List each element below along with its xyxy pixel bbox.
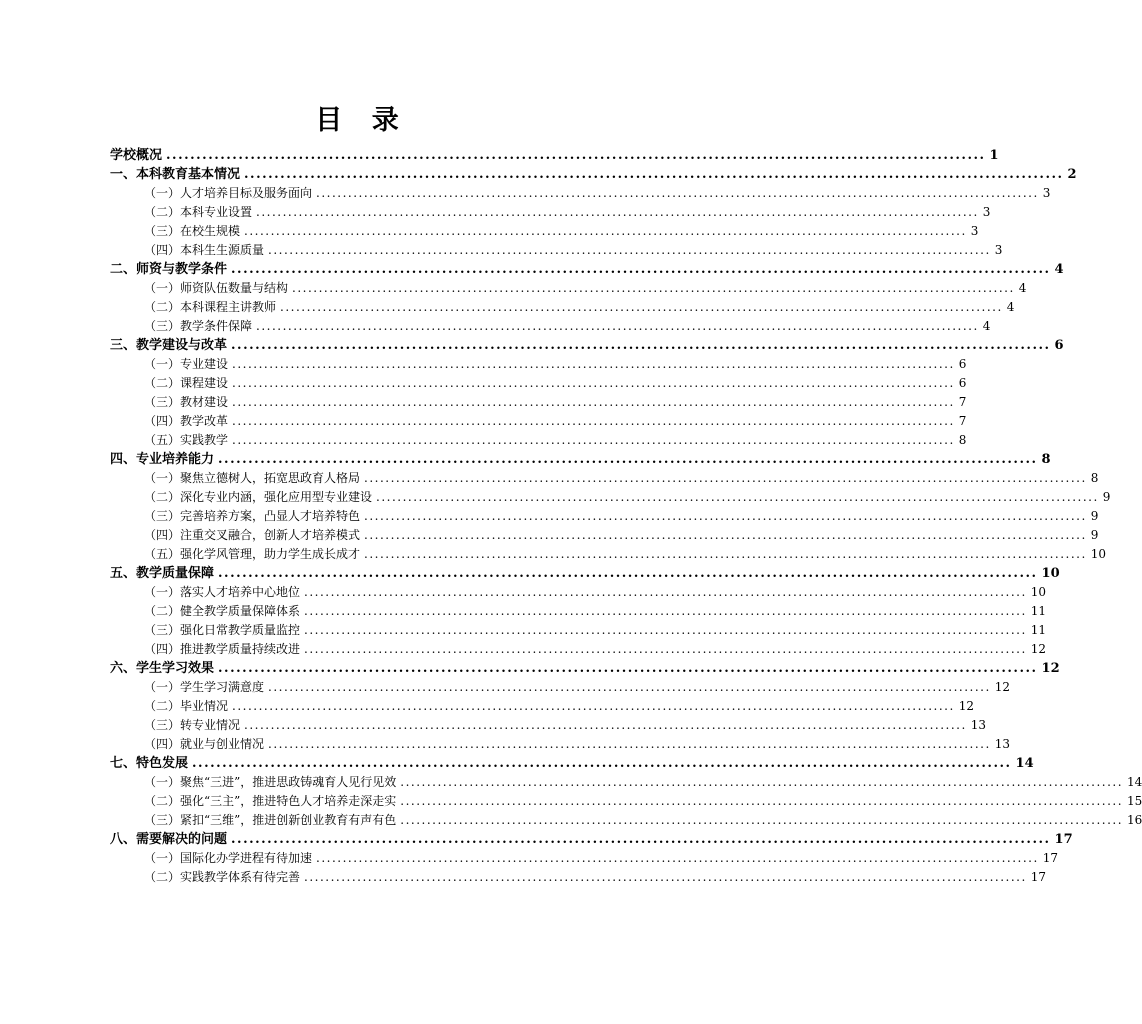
toc-section-entry[interactable] bbox=[110, 773, 1142, 792]
toc-section-entry[interactable] bbox=[110, 526, 1099, 545]
toc-entry-label: （一）落实人才培养中心地位 bbox=[144, 585, 301, 599]
toc-dot-leader: ........................................................................................................................................ bbox=[364, 509, 1087, 523]
toc-chapter-entry[interactable] bbox=[110, 336, 1064, 355]
toc-section-entry[interactable] bbox=[110, 792, 1142, 811]
toc-section-entry[interactable] bbox=[110, 697, 975, 716]
toc-entry-label: 六、学生学习效果 bbox=[110, 661, 215, 676]
toc-dot-leader: ........................................................................................................................................ bbox=[232, 395, 955, 409]
toc-entry-label: （二）本科课程主讲教师 bbox=[144, 300, 277, 314]
toc-dot-leader: ........................................................................................................................................ bbox=[244, 167, 1064, 182]
toc-dot-leader: ........................................................................................................................................ bbox=[256, 319, 979, 333]
toc-dot-leader: ........................................................................................................................................ bbox=[316, 851, 1039, 865]
toc-dot-leader: ........................................................................................................................................ bbox=[244, 224, 967, 238]
toc-section-entry[interactable] bbox=[110, 431, 967, 450]
toc-page-number: 17 bbox=[1030, 870, 1047, 884]
toc-dot-leader: ........................................................................................................................................ bbox=[218, 452, 1038, 467]
toc-entry-label: （一）学生学习满意度 bbox=[144, 680, 265, 694]
toc-entry-label: （二）强化“三主”，推进特色人才培养走深走实 bbox=[144, 794, 397, 808]
toc-section-entry[interactable] bbox=[110, 241, 1003, 260]
toc-section-entry[interactable] bbox=[110, 583, 1047, 602]
toc-entry-label: （二）健全教学质量保障体系 bbox=[144, 604, 301, 618]
toc-chapter-entry[interactable] bbox=[110, 146, 999, 165]
toc-page-number: 4 bbox=[1054, 262, 1064, 277]
toc-dot-leader: ........................................................................................................................................ bbox=[256, 205, 979, 219]
toc-section-entry[interactable] bbox=[110, 469, 1099, 488]
table-of-contents bbox=[110, 146, 1142, 887]
toc-section-entry[interactable] bbox=[110, 507, 1099, 526]
toc-section-entry[interactable] bbox=[110, 184, 1051, 203]
toc-dot-leader: ........................................................................................................................................ bbox=[231, 262, 1051, 277]
toc-page-number: 4 bbox=[1018, 281, 1027, 295]
toc-dot-leader: ........................................................................................................................................ bbox=[218, 566, 1038, 581]
toc-entry-label: 二、师资与教学条件 bbox=[110, 262, 228, 277]
toc-section-entry[interactable] bbox=[110, 222, 979, 241]
toc-section-entry[interactable] bbox=[110, 678, 1011, 697]
toc-dot-leader: ........................................................................................................................................ bbox=[232, 357, 955, 371]
toc-page-number: 14 bbox=[1127, 775, 1142, 789]
toc-dot-leader: ........................................................................................................................................ bbox=[304, 623, 1027, 637]
toc-entry-label: 学校概况 bbox=[110, 148, 163, 163]
toc-page-number: 12 bbox=[1041, 661, 1060, 676]
toc-dot-leader: ........................................................................................................................................ bbox=[231, 338, 1051, 353]
toc-section-entry[interactable] bbox=[110, 602, 1047, 621]
toc-dot-leader: ........................................................................................................................................ bbox=[364, 471, 1087, 485]
toc-dot-leader: ........................................................................................................................................ bbox=[192, 756, 1012, 771]
toc-section-entry[interactable] bbox=[110, 849, 1059, 868]
toc-section-entry[interactable] bbox=[110, 735, 1011, 754]
toc-page-number: 10 bbox=[1090, 547, 1107, 561]
toc-page-number: 6 bbox=[1054, 338, 1064, 353]
toc-page-number: 11 bbox=[1030, 604, 1047, 618]
toc-page-number: 16 bbox=[1127, 813, 1142, 827]
toc-entry-label: 五、教学质量保障 bbox=[110, 566, 215, 581]
toc-dot-leader: ........................................................................................................................................ bbox=[364, 547, 1087, 561]
toc-dot-leader: ........................................................................................................................................ bbox=[166, 148, 986, 163]
toc-entry-label: （二）深化专业内涵，强化应用型专业建设 bbox=[144, 490, 373, 504]
toc-entry-label: （三）转专业情况 bbox=[144, 718, 241, 732]
toc-section-entry[interactable] bbox=[110, 545, 1107, 564]
toc-dot-leader: ........................................................................................................................................ bbox=[232, 376, 955, 390]
toc-section-entry[interactable] bbox=[110, 811, 1142, 830]
toc-chapter-entry[interactable] bbox=[110, 754, 1034, 773]
toc-section-entry[interactable] bbox=[110, 317, 991, 336]
toc-entry-label: （二）毕业情况 bbox=[144, 699, 229, 713]
toc-entry-label: （一）人才培养目标及服务面向 bbox=[144, 186, 313, 200]
toc-chapter-entry[interactable] bbox=[110, 165, 1077, 184]
toc-dot-leader: ........................................................................................................................................ bbox=[232, 414, 955, 428]
toc-dot-leader: ........................................................................................................................................ bbox=[292, 281, 1015, 295]
toc-dot-leader: ........................................................................................................................................ bbox=[400, 775, 1124, 789]
toc-page-number: 9 bbox=[1090, 509, 1099, 523]
toc-dot-leader: ........................................................................................................................................ bbox=[232, 433, 955, 447]
toc-page-number: 7 bbox=[958, 395, 967, 409]
toc-dot-leader: ........................................................................................................................................ bbox=[400, 813, 1124, 827]
toc-page-number: 14 bbox=[1015, 756, 1034, 771]
toc-page-number: 10 bbox=[1030, 585, 1047, 599]
toc-entry-label: （四）教学改革 bbox=[144, 414, 229, 428]
toc-page-number: 2 bbox=[1067, 167, 1077, 182]
toc-entry-label: （二）本科专业设置 bbox=[144, 205, 253, 219]
toc-section-entry[interactable] bbox=[110, 412, 967, 431]
toc-dot-leader: ........................................................................................................................................ bbox=[268, 243, 991, 257]
toc-entry-label: （三）完善培养方案，凸显人才培养特色 bbox=[144, 509, 361, 523]
toc-page-number: 12 bbox=[994, 680, 1011, 694]
toc-page-number: 3 bbox=[970, 224, 979, 238]
toc-entry-label: （一）专业建设 bbox=[144, 357, 229, 371]
toc-dot-leader: ........................................................................................................................................ bbox=[304, 642, 1027, 656]
toc-section-entry[interactable] bbox=[110, 640, 1047, 659]
toc-dot-leader: ........................................................................................................................................ bbox=[232, 699, 955, 713]
toc-dot-leader: ........................................................................................................................................ bbox=[268, 737, 991, 751]
toc-page-number: 1 bbox=[989, 148, 999, 163]
toc-entry-label: （四）本科生生源质量 bbox=[144, 243, 265, 257]
toc-entry-label: （四）就业与创业情况 bbox=[144, 737, 265, 751]
toc-page-number: 3 bbox=[994, 243, 1003, 257]
toc-dot-leader: ........................................................................................................................................ bbox=[400, 794, 1124, 808]
toc-page-number: 12 bbox=[1030, 642, 1047, 656]
toc-page-number: 8 bbox=[1090, 471, 1099, 485]
toc-section-entry[interactable] bbox=[110, 355, 967, 374]
toc-section-entry[interactable] bbox=[110, 621, 1047, 640]
toc-page-number: 10 bbox=[1041, 566, 1060, 581]
toc-entry-label: （三）在校生规模 bbox=[144, 224, 241, 238]
toc-entry-label: 三、教学建设与改革 bbox=[110, 338, 228, 353]
page-title: 目 录 bbox=[315, 105, 409, 136]
toc-dot-leader: ........................................................................................................................................ bbox=[364, 528, 1087, 542]
toc-page-number: 13 bbox=[994, 737, 1011, 751]
toc-chapter-entry[interactable] bbox=[110, 659, 1060, 678]
toc-page-number: 4 bbox=[1006, 300, 1015, 314]
toc-page-number: 17 bbox=[1042, 851, 1059, 865]
toc-chapter-entry[interactable] bbox=[110, 564, 1060, 583]
toc-page-number: 9 bbox=[1090, 528, 1099, 542]
toc-dot-leader: ........................................................................................................................................ bbox=[304, 585, 1027, 599]
toc-entry-label: （三）强化日常教学质量监控 bbox=[144, 623, 301, 637]
toc-page-number: 3 bbox=[982, 205, 991, 219]
toc-page-number: 15 bbox=[1127, 794, 1142, 808]
toc-entry-label: （四）推进教学质量持续改进 bbox=[144, 642, 301, 656]
toc-entry-label: （一）聚焦立德树人，拓宽思政育人格局 bbox=[144, 471, 361, 485]
toc-section-entry[interactable] bbox=[110, 868, 1047, 887]
toc-page-number: 3 bbox=[1042, 186, 1051, 200]
toc-page-number: 17 bbox=[1054, 832, 1073, 847]
toc-section-entry[interactable] bbox=[110, 374, 967, 393]
toc-dot-leader: ........................................................................................................................................ bbox=[304, 870, 1027, 884]
toc-entry-label: （五）强化学风管理，助力学生成长成才 bbox=[144, 547, 361, 561]
toc-entry-label: （一）国际化办学进程有待加速 bbox=[144, 851, 313, 865]
toc-entry-label: 七、特色发展 bbox=[110, 756, 189, 771]
toc-dot-leader: ........................................................................................................................................ bbox=[244, 718, 967, 732]
toc-entry-label: 一、本科教育基本情况 bbox=[110, 167, 241, 182]
toc-entry-label: 四、专业培养能力 bbox=[110, 452, 215, 467]
toc-chapter-entry[interactable] bbox=[110, 260, 1064, 279]
toc-dot-leader: ........................................................................................................................................ bbox=[280, 300, 1003, 314]
toc-chapter-entry[interactable] bbox=[110, 450, 1051, 469]
toc-page-number: 12 bbox=[958, 699, 975, 713]
toc-entry-label: （一）师资队伍数量与结构 bbox=[144, 281, 289, 295]
toc-dot-leader: ........................................................................................................................................ bbox=[304, 604, 1027, 618]
toc-dot-leader: ........................................................................................................................................ bbox=[268, 680, 991, 694]
toc-page-number: 8 bbox=[1041, 452, 1051, 467]
toc-entry-label: （五）实践教学 bbox=[144, 433, 229, 447]
toc-entry-label: （三）教学条件保障 bbox=[144, 319, 253, 333]
toc-page-number: 9 bbox=[1102, 490, 1111, 504]
toc-section-entry[interactable] bbox=[110, 203, 991, 222]
toc-entry-label: （三）紧扣“三维”，推进创新创业教育有声有色 bbox=[144, 813, 397, 827]
toc-section-entry[interactable] bbox=[110, 488, 1111, 507]
toc-dot-leader: ........................................................................................................................................ bbox=[376, 490, 1099, 504]
toc-section-entry[interactable] bbox=[110, 298, 1015, 317]
toc-dot-leader: ........................................................................................................................................ bbox=[218, 661, 1038, 676]
toc-entry-label: 八、需要解决的问题 bbox=[110, 832, 228, 847]
toc-section-entry[interactable] bbox=[110, 393, 967, 412]
toc-dot-leader: ........................................................................................................................................ bbox=[316, 186, 1039, 200]
toc-page-number: 4 bbox=[982, 319, 991, 333]
toc-dot-leader: ........................................................................................................................................ bbox=[231, 832, 1051, 847]
toc-entry-label: （一）聚焦“三进”，推进思政铸魂育人见行见效 bbox=[144, 775, 397, 789]
toc-page-number: 11 bbox=[1030, 623, 1047, 637]
toc-page-number: 8 bbox=[958, 433, 967, 447]
toc-entry-label: （三）教材建设 bbox=[144, 395, 229, 409]
toc-page-number: 6 bbox=[958, 376, 967, 390]
toc-page-number: 7 bbox=[958, 414, 967, 428]
toc-chapter-entry[interactable] bbox=[110, 830, 1073, 849]
toc-page-number: 6 bbox=[958, 357, 967, 371]
toc-page-number: 13 bbox=[970, 718, 987, 732]
toc-entry-label: （二）实践教学体系有待完善 bbox=[144, 870, 301, 884]
toc-section-entry[interactable] bbox=[110, 279, 1027, 298]
toc-entry-label: （二）课程建设 bbox=[144, 376, 229, 390]
toc-entry-label: （四）注重交叉融合，创新人才培养模式 bbox=[144, 528, 361, 542]
toc-section-entry[interactable] bbox=[110, 716, 987, 735]
